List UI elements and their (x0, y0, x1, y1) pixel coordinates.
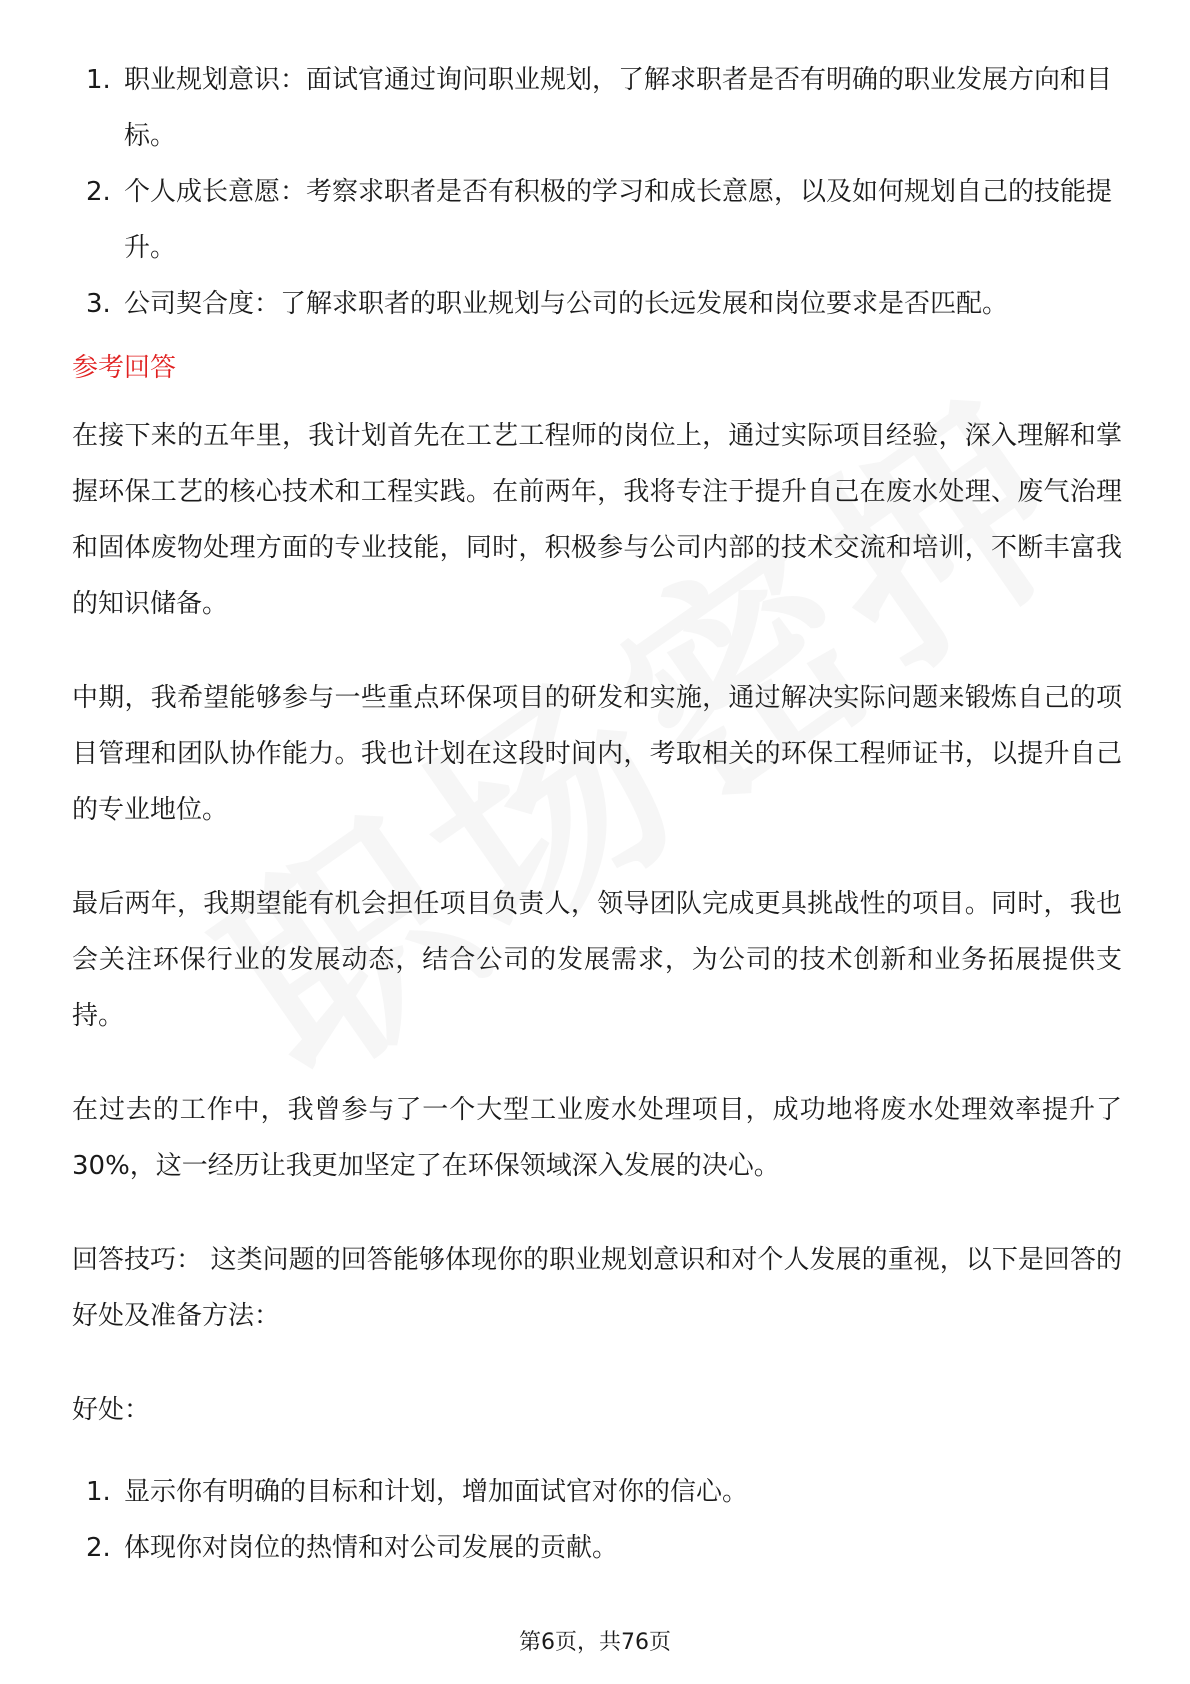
answer-paragraph: 最后两年，我期望能有机会担任项目负责人，领导团队完成更具挑战性的项目。同时，我也会关注环保行业的发展动态，结合公司的发展需求，为公司的技术创新和业务拓展提供支持。 (72, 889, 1122, 1031)
answer-paragraph: 在过去的工作中，我曾参与了一个大型工业废水处理项目，成功地将废水处理效率提升了30%，这一经历让我更加坚定了在环保领域深入发展的决心。 (72, 1095, 1122, 1181)
list-item-number: 2. (86, 1533, 111, 1563)
list-item-number: 3. (86, 289, 111, 319)
list-item-text: 显示你有明确的目标和计划，增加面试官对你的信心。 (124, 1477, 749, 1507)
list-item (72, 1464, 1122, 1520)
answer-paragraph: 在接下来的五年里，我计划首先在工艺工程师的岗位上，通过实际项目经验，深入理解和掌握环保工艺的核心技术和工程实践。在前两年，我将专注于提升自己在废水处理、废气治理和固体废物处理方面的专业技能，同时，积极参与公司内部的技术交流和培训，不断丰富我的知识储备。 (72, 421, 1122, 619)
benefits-label: 好处： (72, 1395, 151, 1425)
tips-paragraph: 回答技巧： 这类问题的回答能够体现你的职业规划意识和对个人发展的重视，以下是回答的好处及准备方法： (72, 1245, 1122, 1331)
page-content (72, 52, 1122, 1576)
list-item-text: 体现你对岗位的热情和对公司发展的贡献。 (124, 1533, 619, 1563)
list-item (72, 1520, 1122, 1576)
section-heading: 参考回答 (72, 353, 177, 383)
list-item-text: 公司契合度：了解求职者的职业规划与公司的长远发展和岗位要求是否匹配。 (124, 289, 1009, 319)
list-item-text: 个人成长意愿：考察求职者是否有积极的学习和成长意愿，以及如何规划自己的技能提升。 (124, 177, 1113, 263)
list-item-text: 职业规划意识：面试官通过询问职业规划，了解求职者是否有明确的职业发展方向和目标。 (124, 65, 1113, 151)
list-item-number: 1. (86, 1477, 111, 1507)
answer-paragraph: 中期，我希望能够参与一些重点环保项目的研发和实施，通过解决实际问题来锻炼自己的项目管理和团队协作能力。我也计划在这段时间内，考取相关的环保工程师证书，以提升自己的专业地位。 (72, 683, 1122, 825)
list-item-number: 2. (86, 177, 111, 207)
benefits-list (72, 1464, 1122, 1576)
list-item-number: 1. (86, 65, 111, 95)
page-number: 第6页，共76页 (519, 1630, 671, 1655)
list-item (72, 276, 1122, 332)
list-item (72, 164, 1122, 276)
list-item (72, 52, 1122, 164)
evaluation-points-list (72, 52, 1122, 332)
